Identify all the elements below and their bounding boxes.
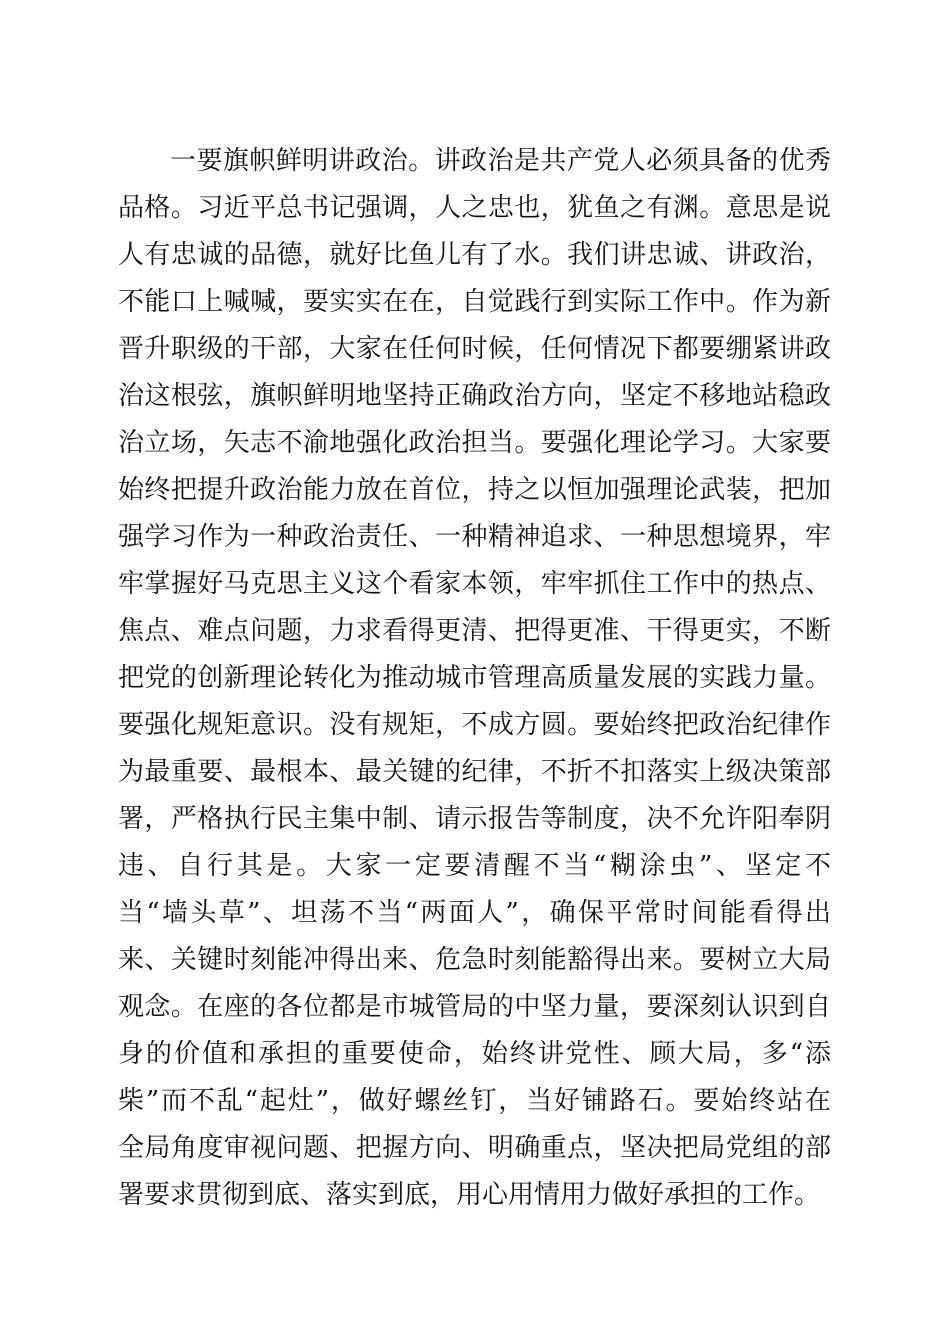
- paragraph-line: 观念。在座的各位都是市城管局的中坚力量，要深刻认识到自: [118, 992, 831, 1022]
- paragraph-line: 当“墙头草”、坦荡不当“两面人”，确保平常时间能看得出: [118, 898, 831, 928]
- body-paragraph: [118, 138, 831, 1219]
- paragraph-line: 把党的创新理论转化为推动城市管理高质量发展的实践力量。: [118, 663, 831, 693]
- paragraph-line: 柴”而不乱“起灶”，做好螺丝钉，当好铺路石。要始终站在: [118, 1086, 831, 1116]
- paragraph-line: 违、自行其是。大家一定要清醒不当“糊涂虫”、坚定不: [118, 851, 831, 881]
- paragraph-line: 全局角度审视问题、把握方向、明确重点，坚决把局党组的部: [118, 1133, 831, 1163]
- paragraph-line: 身的价值和承担的重要使命，始终讲党性、顾大局，多“添: [118, 1039, 831, 1069]
- paragraph-line: 牢掌握好马克思主义这个看家本领，牢牢抓住工作中的热点、: [118, 569, 831, 599]
- paragraph-line: 要强化规矩意识。没有规矩，不成方圆。要始终把政治纪律作: [118, 710, 831, 740]
- paragraph-line: 晋升职级的干部，大家在任何时候，任何情况下都要绷紧讲政: [118, 334, 831, 364]
- paragraph-line: 署，严格执行民主集中制、请示报告等制度，决不允许阳奉阴: [118, 804, 831, 834]
- paragraph-line: 治这根弦，旗帜鲜明地坚持正确政治方向，坚定不移地站稳政: [118, 381, 831, 411]
- paragraph-line: 强学习作为一种政治责任、一种精神追求、一种思想境界，牢: [118, 522, 831, 552]
- paragraph-line: 治立场，矢志不渝地强化政治担当。要强化理论学习。大家要: [118, 428, 831, 458]
- paragraph-line: 品格。习近平总书记强调，人之忠也，犹鱼之有渊。意思是说: [118, 193, 831, 223]
- paragraph-line: 始终把提升政治能力放在首位，持之以恒加强理论武装，把加: [118, 475, 831, 505]
- paragraph-line: 焦点、难点问题，力求看得更清、把得更准、干得更实，不断: [118, 616, 831, 646]
- paragraph-line: 署要求贯彻到底、落实到底，用心用情用力做好承担的工作。: [118, 1180, 821, 1210]
- paragraph-line: 一要旗帜鲜明讲政治。讲政治是共产党人必须具备的优秀: [170, 146, 831, 176]
- paragraph-line: 人有忠诚的品德，就好比鱼儿有了水。我们讲忠诚、讲政治，: [118, 240, 831, 270]
- paragraph-line: 不能口上喊喊，要实实在在，自觉践行到实际工作中。作为新: [118, 287, 831, 317]
- paragraph-line: 为最重要、最根本、最关键的纪律，不折不扣落实上级决策部: [118, 757, 831, 787]
- paragraph-line: 来、关键时刻能冲得出来、危急时刻能豁得出来。要树立大局: [118, 945, 831, 975]
